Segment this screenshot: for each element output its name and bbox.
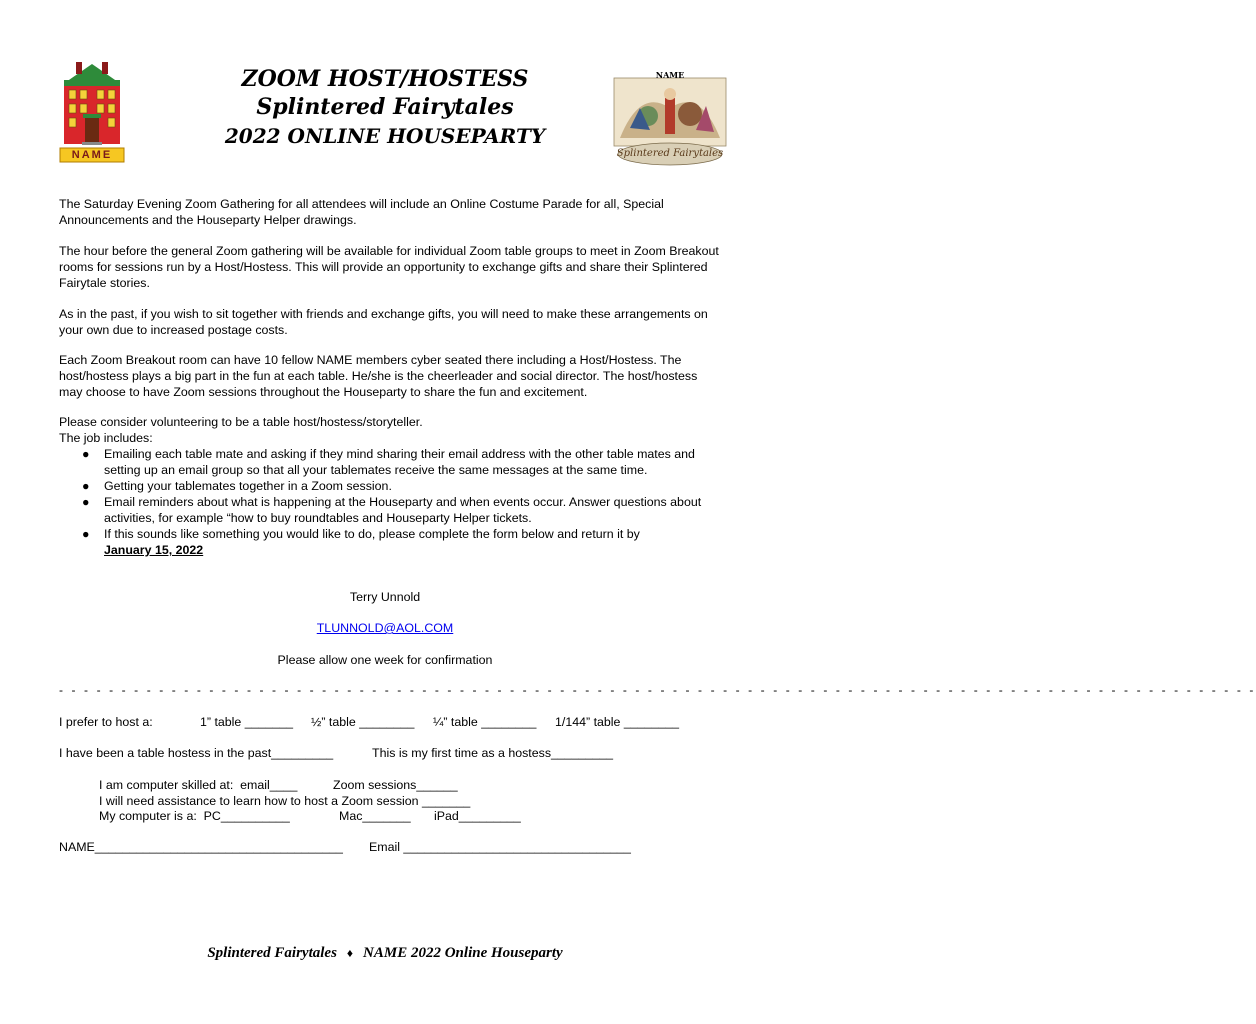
logo-right-top-label: NAME	[655, 70, 685, 80]
cut-line-divider: - - - - - - - - - - - - - - - - - - - - - - - - - - - - - - - - - - - - - - - - - - - - - - - - - - - - - - - - - - - - - - - - - - - - - - - - - - - - - - - - - - - - - - - - - - - - - - - -	[59, 683, 1256, 697]
title-line-1: ZOOM HOST/HOSTESS	[241, 66, 529, 92]
paragraph-costume-parade: The Saturday Evening Zoom Gathering for all attendees will include an Online Costume Parade for all, Special Announcements and the Houseparty Helper drawings.	[59, 197, 664, 227]
bullet-item: ● If this sounds like something you would like to do, please complete the form below and return it by January 15, 2022	[82, 527, 640, 557]
need-assistance-field[interactable]: I will need assistance to learn how to host a Zoom session _______	[99, 794, 471, 808]
bullet-dot-icon: ●	[82, 527, 90, 541]
name-house-logo	[56, 60, 128, 164]
computer-skilled-email-field[interactable]: I am computer skilled at: email____	[99, 778, 298, 792]
prefer-host-label: I prefer to host a:	[59, 715, 153, 729]
bullet-dot-icon: ●	[82, 479, 90, 493]
diamond-icon: ♦	[346, 946, 354, 960]
zoom-sessions-field[interactable]: Zoom sessions______	[333, 778, 458, 792]
email-field[interactable]: Email _________________________________	[369, 840, 631, 854]
paragraph-host-role: Each Zoom Breakout room can have 10 fellow NAME members cyber seated there including a Host/Hostess. The host/hostess plays a big part in the fun at each table. He/she is the cheerleader and social director. The host/hostess may choose to have Zoom sessions throughout the Houseparty to share the fun and excitement.	[59, 353, 698, 399]
splintered-fairytales-logo	[610, 68, 730, 168]
bullet-item: ● Email reminders about what is happening at the Houseparty and when events occur. Answer questions about activities, for example “how to buy roundtables and Houseparty Helper tickets.	[82, 495, 702, 525]
contact-name: Terry Unnold	[349, 590, 421, 604]
option-1-144-table[interactable]: 1/144” table ________	[555, 715, 680, 729]
bullet-item: ● Emailing each table mate and asking if they mind sharing their email address with the other table mates and setting up an email group so that all your tablemates receive the same messages at the same time.	[82, 447, 695, 477]
contact-email-wrap	[59, 621, 711, 635]
bullet-dot-icon: ●	[82, 447, 90, 461]
deadline-date: January 15, 2022	[104, 543, 204, 557]
paragraph-job-includes: The job includes:	[59, 431, 153, 445]
bullet-item: ● Getting your tablemates together in a Zoom session.	[82, 479, 392, 493]
logo-left-label: NAME	[71, 149, 113, 161]
page-footer	[0, 945, 770, 962]
option-half-inch-table[interactable]: ½” table ________	[311, 715, 415, 729]
computer-pc-field[interactable]: My computer is a: PC__________	[99, 809, 290, 823]
paragraph-breakout-rooms: The hour before the general Zoom gathering will be available for individual Zoom table groups to meet in Zoom Breakout rooms for sessions run by a Host/Hostess. This will provide an opportunity to exchange gifts and share their Splintered Fairytale stories.	[59, 244, 719, 290]
option-1-inch-table[interactable]: 1” table _______	[200, 715, 294, 729]
title-line-3: 2022 ONLINE HOUSEPARTY	[224, 124, 546, 148]
logo-right-bottom-label: Splintered Fairytales	[616, 148, 724, 159]
footer-right-text: NAME 2022 Online Houseparty	[363, 945, 563, 961]
past-hostess-field[interactable]: I have been a table hostess in the past_________	[59, 746, 334, 760]
computer-ipad-field[interactable]: iPad_________	[434, 809, 521, 823]
bullet-dot-icon: ●	[82, 495, 90, 509]
contact-email-link[interactable]: TLUNNOLD@AOL.COM	[316, 621, 454, 635]
computer-mac-field[interactable]: Mac_______	[339, 809, 411, 823]
title-line-2: Splintered Fairytales	[256, 94, 514, 120]
footer-left-text: Splintered Fairytales	[207, 945, 337, 961]
name-field[interactable]: NAME____________________________________	[59, 840, 343, 854]
first-time-hostess-field[interactable]: This is my first time as a hostess_________	[372, 746, 614, 760]
option-quarter-inch-table[interactable]: ¼” table ________	[433, 715, 537, 729]
confirmation-note: Please allow one week for confirmation	[277, 653, 493, 667]
paragraph-seating: As in the past, if you wish to sit together with friends and exchange gifts, you will need to make these arrangements on your own due to increased postage costs.	[59, 307, 708, 337]
paragraph-volunteer: Please consider volunteering to be a table host/hostess/storyteller.	[59, 415, 423, 429]
job-bullet-list	[59, 446, 719, 558]
